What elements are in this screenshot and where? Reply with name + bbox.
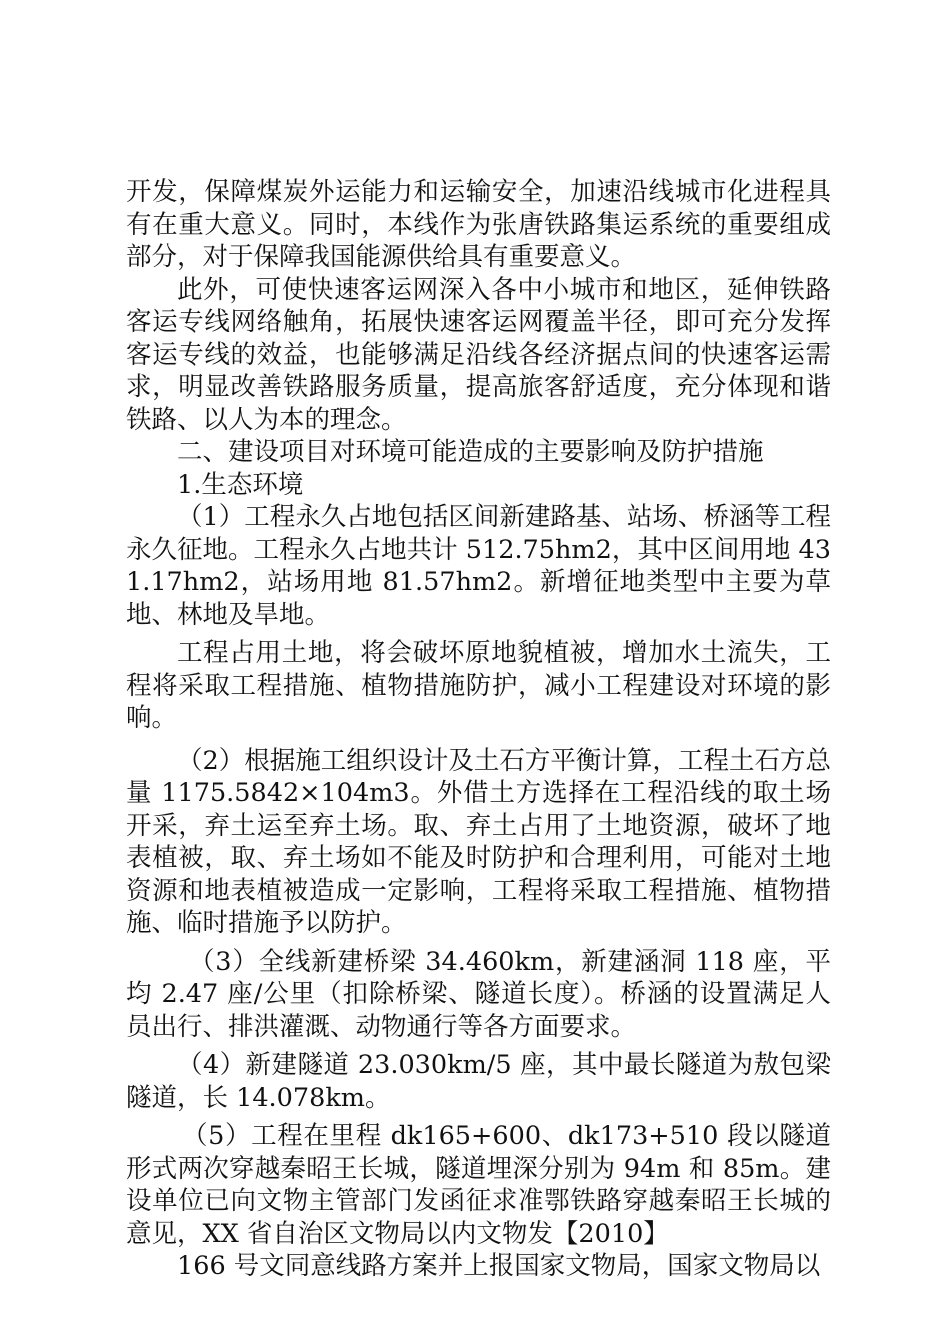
section-heading-environment-impact: 二、建设项目对环境可能造成的主要影响及防护措施	[177, 437, 764, 467]
paragraph-energy-significance: 开发，保障煤炭外运能力和运输安全，加速沿线城市化进程具有在重大意义。同时，本线作为张唐铁路集运系统的重要组成部分，对于保障我国能源供给具有重要意义。	[126, 177, 831, 272]
paragraph-tunnels: （4）新建隧道 23.030km/5 座，其中最长隧道为敖包梁隧道，长 14.078km。	[126, 1050, 831, 1113]
paragraph-permanent-land-use: （1）工程永久占地包括区间新建路基、站场、桥涵等工程永久征地。工程永久占地共计 512.75hm2，其中区间用地 431.17hm2，站场用地 81.57hm2。新增征地类型中主要为草地、林地及旱地。	[126, 502, 831, 630]
paragraph-approval: 166 号文同意线路方案并上报国家文物局，国家文物局以	[177, 1251, 821, 1281]
paragraph-earthwork: （2）根据施工组织设计及土石方平衡计算，工程土石方总量 1175.5842×104m3。外借土方选择在工程沿线的取土场开采，弃土运至弃土场。取、弃土占用了土地资源，破坏了地表植被，取、弃土场如不能及时防护和合理利用，可能对土地资源和地表植被造成一定影响，工程将采取工程措施、植物措施、临时措施予以防护。	[126, 745, 831, 938]
subsection-heading-ecology: 1.生态环境	[177, 469, 304, 500]
paragraph-bridges-culverts: （3）全线新建桥梁 34.460km，新建涵洞 118 座，平均 2.47 座/公里（扣除桥梁、隧道长度）。桥涵的设置满足人员出行、排洪灌溉、动物通行等各方面要求。	[126, 946, 831, 1042]
document-body	[126, 176, 831, 1283]
paragraph-land-occupation: 工程占用土地，将会破坏原地貌植被，增加水土流失，工程将采取工程措施、植物措施防护，减小工程建设对环境的影响。	[126, 638, 831, 733]
paragraph-great-wall-crossing: （5）工程在里程 dk165+600、dk173+510 段以隧道形式两次穿越秦昭王长城，隧道埋深分别为 94m 和 85m。建设单位已向文物主管部门发函征求准鄂铁路穿越秦昭王长城的意见，XX 省自治区文物局以内文物发【2010】	[126, 1121, 831, 1249]
paragraph-passenger-network: 此外，可使快速客运网深入各中小城市和地区，延伸铁路客运专线网络触角，拓展快速客运网覆盖半径，即可充分发挥客运专线的效益，也能够满足沿线各经济据点间的快速客运需求，明显改善铁路服务质量，提高旅客舒适度，充分体现和谐铁路、以人为本的理念。	[126, 274, 831, 435]
